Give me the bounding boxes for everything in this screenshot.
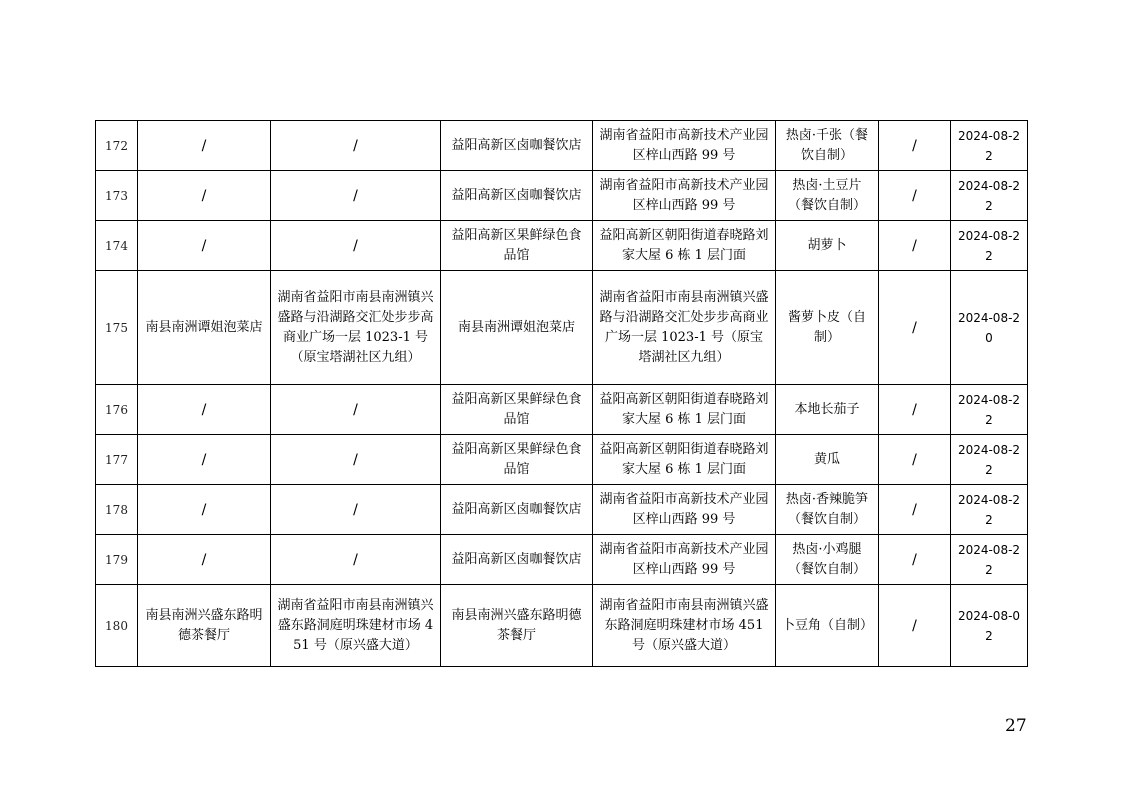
producer-name: / [138,171,271,221]
food-name: 卜豆角（自制） [776,585,879,667]
producer-name: / [138,221,271,271]
operator-name: 益阳高新区卤咖餐饮店 [441,485,593,535]
producer-address: / [271,171,441,221]
food-name: 酱萝卜皮（自制） [776,271,879,385]
operator-name: 益阳高新区卤咖餐饮店 [441,121,593,171]
spec: / [879,485,951,535]
spec: / [879,435,951,485]
page-number: 27 [1005,716,1027,736]
date: 2024-08-22 [951,485,1028,535]
operator-address: 湖南省益阳市南县南洲镇兴盛路与沿湖路交汇处步步高商业广场一层 1023-1 号（原宝塔湖社区九组） [593,271,776,385]
producer-address: / [271,435,441,485]
spec: / [879,271,951,385]
table-row [96,171,1028,221]
date: 2024-08-22 [951,171,1028,221]
operator-address: 益阳高新区朝阳街道春晓路刘家大屋 6 栋 1 层门面 [593,221,776,271]
producer-address: 湖南省益阳市南县南洲镇兴盛路与沿湖路交汇处步步高商业广场一层 1023-1 号（原宝塔湖社区九组） [271,271,441,385]
table-row [96,485,1028,535]
operator-address: 湖南省益阳市高新技术产业园区梓山西路 99 号 [593,121,776,171]
producer-address: / [271,121,441,171]
food-name: 热卤·小鸡腿（餐饮自制） [776,535,879,585]
spec: / [879,535,951,585]
food-name: 胡萝卜 [776,221,879,271]
producer-name: / [138,535,271,585]
row-number: 175 [96,271,138,385]
date: 2024-08-20 [951,271,1028,385]
date: 2024-08-22 [951,121,1028,171]
operator-address: 湖南省益阳市南县南洲镇兴盛东路洞庭明珠建材市场 451 号（原兴盛大道） [593,585,776,667]
producer-name: / [138,485,271,535]
row-number: 178 [96,485,138,535]
operator-name: 益阳高新区果鲜绿色食品馆 [441,221,593,271]
food-name: 热卤·香辣脆笋（餐饮自制） [776,485,879,535]
date: 2024-08-22 [951,221,1028,271]
date: 2024-08-22 [951,535,1028,585]
row-number: 177 [96,435,138,485]
food-name: 热卤·土豆片（餐饮自制） [776,171,879,221]
food-name: 热卤·千张（餐饮自制） [776,121,879,171]
operator-name: 益阳高新区果鲜绿色食品馆 [441,435,593,485]
spec: / [879,171,951,221]
operator-name: 益阳高新区卤咖餐饮店 [441,171,593,221]
table-row [96,221,1028,271]
producer-name: 南县南洲兴盛东路明德茶餐厅 [138,585,271,667]
food-name: 黄瓜 [776,435,879,485]
producer-name: 南县南洲谭姐泡菜店 [138,271,271,385]
row-number: 179 [96,535,138,585]
operator-address: 湖南省益阳市高新技术产业园区梓山西路 99 号 [593,171,776,221]
producer-address: / [271,385,441,435]
spec: / [879,221,951,271]
producer-name: / [138,385,271,435]
date: 2024-08-22 [951,385,1028,435]
table-row [96,121,1028,171]
date: 2024-08-02 [951,585,1028,667]
spec: / [879,121,951,171]
operator-name: 益阳高新区卤咖餐饮店 [441,535,593,585]
row-number: 174 [96,221,138,271]
table-row [96,535,1028,585]
table-row [96,271,1028,385]
operator-address: 益阳高新区朝阳街道春晓路刘家大屋 6 栋 1 层门面 [593,385,776,435]
operator-name: 南县南洲谭姐泡菜店 [441,271,593,385]
producer-address: / [271,221,441,271]
operator-name: 益阳高新区果鲜绿色食品馆 [441,385,593,435]
operator-address: 湖南省益阳市高新技术产业园区梓山西路 99 号 [593,485,776,535]
results-table [95,120,1028,667]
producer-name: / [138,435,271,485]
food-name: 本地长茄子 [776,385,879,435]
spec: / [879,585,951,667]
row-number: 172 [96,121,138,171]
table-row [96,435,1028,485]
row-number: 180 [96,585,138,667]
operator-address: 湖南省益阳市高新技术产业园区梓山西路 99 号 [593,535,776,585]
row-number: 173 [96,171,138,221]
spec: / [879,385,951,435]
date: 2024-08-22 [951,435,1028,485]
producer-address: 湖南省益阳市南县南洲镇兴盛东路洞庭明珠建材市场 451 号（原兴盛大道） [271,585,441,667]
producer-name: / [138,121,271,171]
table-row [96,585,1028,667]
operator-address: 益阳高新区朝阳街道春晓路刘家大屋 6 栋 1 层门面 [593,435,776,485]
producer-address: / [271,535,441,585]
table-row [96,385,1028,435]
producer-address: / [271,485,441,535]
row-number: 176 [96,385,138,435]
operator-name: 南县南洲兴盛东路明德茶餐厅 [441,585,593,667]
